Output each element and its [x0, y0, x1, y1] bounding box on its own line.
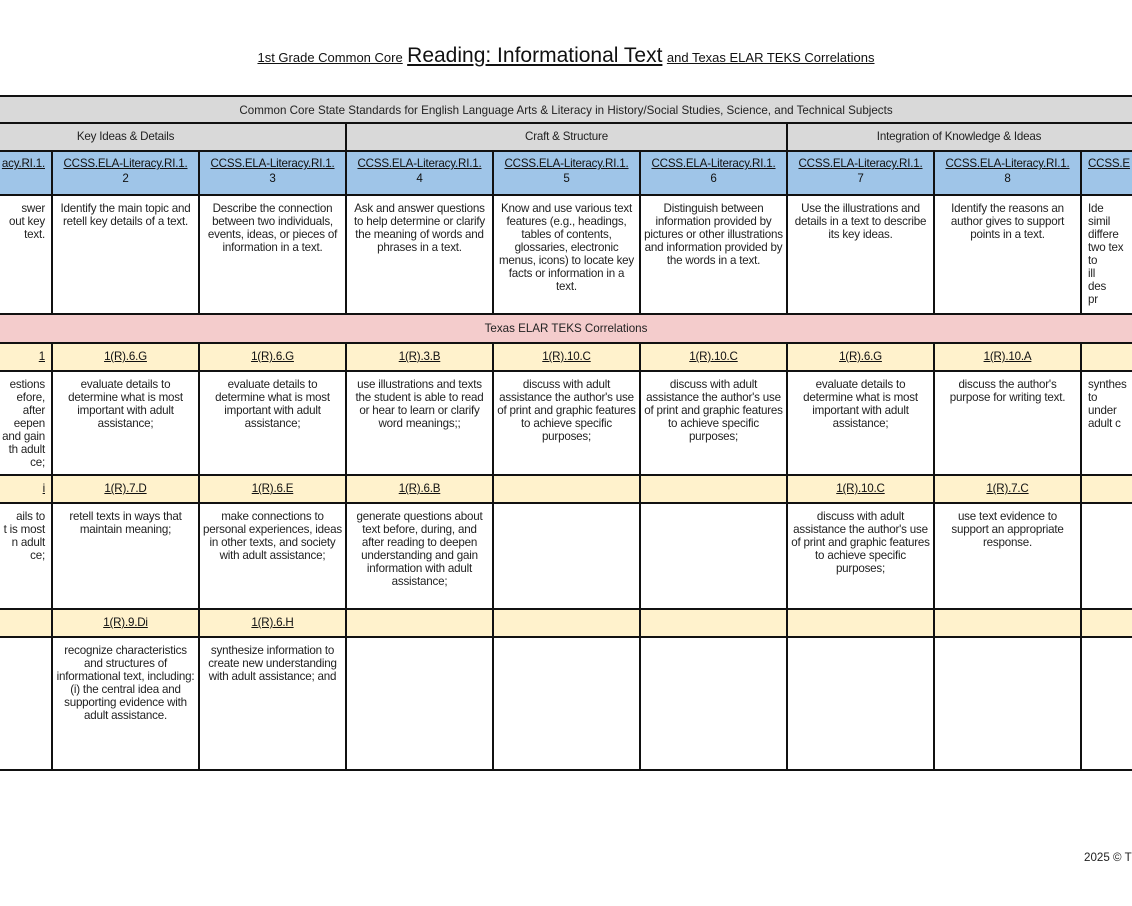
teks-code-cell — [788, 476, 935, 504]
teks-description: evaluate details to determine what is most important with adult assistance; — [53, 372, 200, 476]
teks-code-link[interactable]: 1(R).6.G — [839, 350, 882, 363]
teks-code-cell — [788, 610, 935, 638]
teks-code-cell — [935, 476, 1082, 504]
ccss-standard-text: Know and use various text features (e.g., headings, tables of contents, glossaries, electronic menus, icons) to locate key facts or information in a text. — [494, 196, 641, 315]
copyright-footer: 2025 © T — [1084, 851, 1132, 864]
teks-description — [494, 638, 641, 771]
teks-code-link[interactable]: 1(R).6.G — [104, 350, 147, 363]
ccss-standard-text: Ask and answer questions to help determine or clarify the meaning of words and phrases in a text. — [347, 196, 494, 315]
teks-description — [641, 638, 788, 771]
ccss-code-cell — [53, 152, 200, 196]
ccss-code-link[interactable] — [935, 157, 1080, 185]
teks-description: evaluate details to determine what is most important with adult assistance; — [200, 372, 347, 476]
teks-code-link[interactable]: 1(R).6.H — [251, 616, 294, 629]
teks-description: synthes to under adult c — [1082, 372, 1132, 476]
ccss-code-line1: CCSS.ELA-Literacy.RI.1. — [798, 157, 923, 170]
correlation-table — [0, 95, 1132, 771]
teks-code-link[interactable]: 1(R).3.B — [398, 350, 441, 363]
ccss-code-link[interactable] — [200, 157, 345, 185]
ccss-code-line1: CCSS.E — [1088, 157, 1130, 170]
teks-code-cell — [1082, 610, 1132, 638]
ccss-code-cell — [641, 152, 788, 196]
teks-description — [935, 638, 1082, 771]
teks-description — [347, 638, 494, 771]
ccss-code-line1: acy.RI.1. — [1, 157, 45, 170]
group-craft-structure: Craft & Structure — [347, 124, 788, 152]
teks-code-cell — [1082, 344, 1132, 372]
teks-description — [494, 504, 641, 610]
teks-description — [641, 504, 788, 610]
ccss-code-line1: CCSS.ELA-Literacy.RI.1. — [357, 157, 482, 170]
teks-code-cell — [347, 344, 494, 372]
ccss-code-cell — [935, 152, 1082, 196]
group-integration: Integration of Knowledge & Ideas — [788, 124, 1132, 152]
ccss-code-cell — [494, 152, 641, 196]
teks-description: make connections to personal experiences, ideas in other texts, and society with adult assistance; — [200, 504, 347, 610]
teks-description — [1082, 504, 1132, 610]
teks-description — [0, 638, 53, 771]
ccss-code-line1: CCSS.ELA-Literacy.RI.1. — [945, 157, 1070, 170]
teks-code-link[interactable]: 1(R).10.C — [836, 482, 885, 495]
ccss-code-link[interactable] — [53, 157, 198, 185]
teks-code-cell — [200, 476, 347, 504]
teks-description: retell texts in ways that maintain meaning; — [53, 504, 200, 610]
teks-code-cell — [0, 344, 53, 372]
teks-description: recognize characteristics and structures of informational text, including: (i) the central idea and supporting evidence with adult assistance. — [53, 638, 200, 771]
ccss-code-cell — [0, 152, 53, 196]
teks-header: Texas ELAR TEKS Correlations — [0, 315, 1132, 344]
ccss-code-cell — [1082, 152, 1132, 196]
title-prefix: 1st Grade Common Core — [257, 50, 403, 65]
ccss-code-line2: 5 — [563, 172, 570, 185]
teks-code-cell — [0, 476, 53, 504]
ccss-code-line1: CCSS.ELA-Literacy.RI.1. — [210, 157, 335, 170]
ccss-code-cell — [200, 152, 347, 196]
teks-code-cell — [53, 610, 200, 638]
page-title — [0, 44, 1132, 68]
teks-code-cell — [641, 344, 788, 372]
teks-description: discuss with adult assistance the author's use of print and graphic features to achieve specific purposes; — [788, 504, 935, 610]
teks-code-cell — [641, 476, 788, 504]
teks-description — [788, 638, 935, 771]
ccss-code-cell — [788, 152, 935, 196]
teks-description: discuss with adult assistance the author's use of print and graphic features to achieve specific purposes; — [494, 372, 641, 476]
teks-code-link[interactable]: 1(R).10.A — [983, 350, 1032, 363]
ccss-code-link[interactable] — [641, 157, 786, 185]
ccss-code-line2: 2 — [122, 172, 129, 185]
teks-description: generate questions about text before, during, and after reading to deepen understanding and gain information with adult assistance; — [347, 504, 494, 610]
teks-code-link[interactable]: 1(R).10.C — [689, 350, 738, 363]
ccss-code-link[interactable] — [1088, 157, 1132, 183]
teks-description: discuss the author's purpose for writing text. — [935, 372, 1082, 476]
ccss-standard-text: Identify the reasons an author gives to support points in a text. — [935, 196, 1082, 315]
teks-code-link[interactable]: 1(R).7.D — [104, 482, 147, 495]
ccss-code-line1: CCSS.ELA-Literacy.RI.1. — [504, 157, 629, 170]
teks-code-cell — [347, 610, 494, 638]
ccss-code-line1: CCSS.ELA-Literacy.RI.1. — [651, 157, 776, 170]
teks-code-cell — [494, 476, 641, 504]
ccss-standard-text: Identify the main topic and retell key details of a text. — [53, 196, 200, 315]
teks-code-cell — [200, 610, 347, 638]
teks-description: estions efore, after eepen and gain th adult ce; — [0, 372, 53, 476]
ccss-code-cell — [347, 152, 494, 196]
teks-description: evaluate details to determine what is most important with adult assistance; — [788, 372, 935, 476]
teks-code-link[interactable]: 1(R).6.E — [251, 482, 294, 495]
teks-code-cell — [494, 344, 641, 372]
teks-code-link[interactable]: 1(R).7.C — [986, 482, 1029, 495]
teks-code-cell — [200, 344, 347, 372]
teks-code-cell — [1082, 476, 1132, 504]
teks-code-cell — [494, 610, 641, 638]
teks-code-cell — [935, 344, 1082, 372]
teks-code-link[interactable]: i — [42, 482, 45, 495]
ccss-code-line1: CCSS.ELA-Literacy.RI.1. — [63, 157, 188, 170]
teks-code-cell — [641, 610, 788, 638]
teks-code-cell — [788, 344, 935, 372]
title-suffix: and Texas ELAR TEKS Correlations — [666, 50, 875, 65]
teks-description: use illustrations and texts the student is able to read or hear to learn or clarify word meanings;; — [347, 372, 494, 476]
ccss-standard-text: Describe the connection between two individuals, events, ideas, or pieces of information in a text. — [200, 196, 347, 315]
teks-description: use text evidence to support an appropriate response. — [935, 504, 1082, 610]
group-key-ideas: Key Ideas & Details — [0, 124, 347, 152]
ccss-standard-text: Ide simil differe two tex to ill des pr — [1082, 196, 1132, 315]
ccss-code-link[interactable] — [347, 157, 492, 185]
teks-description: discuss with adult assistance the author's use of print and graphic features to achieve specific purposes; — [641, 372, 788, 476]
ccss-code-line2: 6 — [710, 172, 717, 185]
title-main: Reading: Informational Text — [407, 44, 663, 67]
ccss-code-link[interactable] — [0, 157, 45, 183]
ccss-code-line2: 8 — [1004, 172, 1011, 185]
teks-code-cell — [53, 344, 200, 372]
ccss-standard-text: Distinguish between information provided by pictures or other illustrations and information provided by the words in a text. — [641, 196, 788, 315]
ccss-code-link[interactable] — [788, 157, 933, 185]
ccss-standard-text: Use the illustrations and details in a text to describe its key ideas. — [788, 196, 935, 315]
teks-code-cell — [53, 476, 200, 504]
ccss-code-line2: 7 — [857, 172, 864, 185]
ccss-code-link[interactable] — [494, 157, 639, 185]
ccss-standard-text: swer out key text. — [0, 196, 53, 315]
teks-code-link[interactable]: 1(R).6.B — [398, 482, 441, 495]
teks-code-link[interactable]: 1(R).6.G — [251, 350, 294, 363]
teks-code-cell — [935, 610, 1082, 638]
ccss-code-line2: 3 — [269, 172, 276, 185]
teks-description: ails to t is most n adult ce; — [0, 504, 53, 610]
teks-code-cell — [347, 476, 494, 504]
teks-code-cell — [0, 610, 53, 638]
teks-description — [1082, 638, 1132, 771]
teks-code-link[interactable]: 1 — [38, 350, 45, 363]
ccss-header: Common Core State Standards for English Language Arts & Literacy in History/Social Studies, Science, and Technical Subjects — [0, 95, 1132, 124]
teks-description: synthesize information to create new understanding with adult assistance; and — [200, 638, 347, 771]
ccss-code-line2: 4 — [416, 172, 423, 185]
teks-code-link[interactable]: 1(R).9.Di — [103, 616, 148, 629]
teks-code-link[interactable]: 1(R).10.C — [542, 350, 591, 363]
